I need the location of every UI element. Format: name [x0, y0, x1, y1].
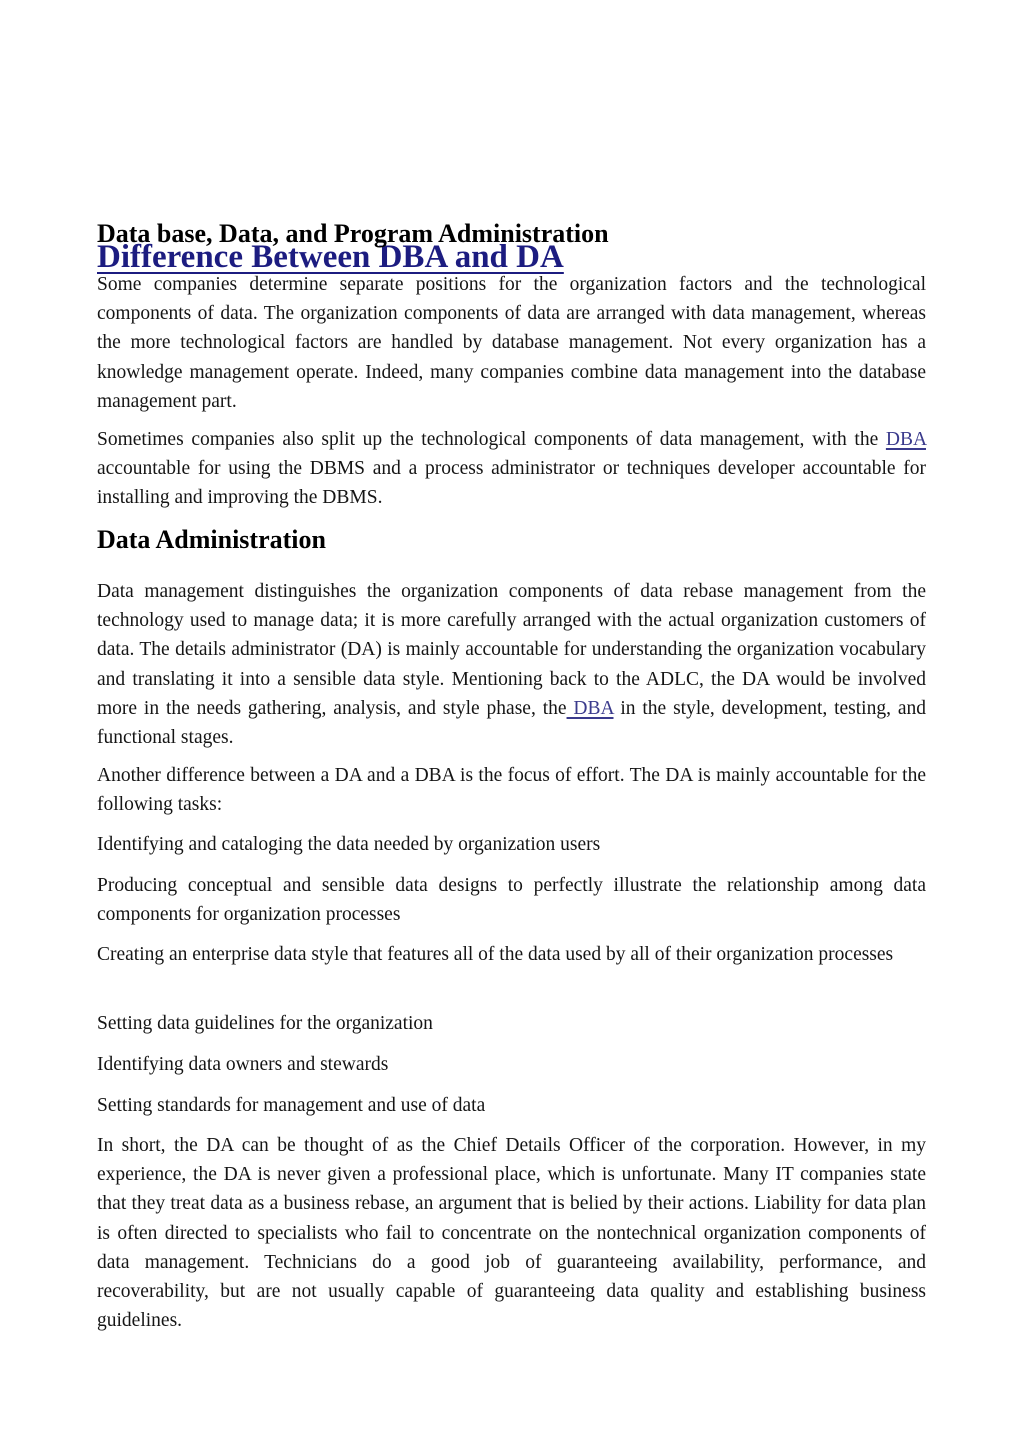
section-heading-data-base-data-and-program-administration: Data base, Data, and Program Administration: [97, 219, 609, 248]
section-heading-data-administration: Data Administration: [97, 525, 326, 554]
task-item-5-block: [97, 1050, 926, 1079]
paragraph-2-block: [97, 425, 926, 513]
paragraph-2-text-before-link: Sometimes companies also split up the technological components of data management, with the: [97, 429, 886, 450]
paragraph-3-text-after-link: in the style, development, testing, and functional stages.: [97, 697, 926, 749]
paragraph-another-difference-focus-of-effort: Another difference between a DA and a DBA is the focus of effort. The DA is mainly accountable for the following tasks:: [97, 765, 926, 816]
task-item-creating-enterprise-data-style: Creating an enterprise data style that features all of the data used by all of their organization processes: [97, 944, 894, 965]
page-title: Difference Between DBA and DA: [97, 239, 564, 275]
paragraph-4-block: [97, 761, 926, 819]
section-heading-2-block: [97, 524, 926, 556]
task-item-2-block: [97, 871, 926, 929]
paragraph-split-technological-components: [97, 425, 926, 513]
paragraph-intro-separate-positions: Some companies determine separate positions for the organization factors and the technological components of data. The organization components of data are arranged with data management, whereas the more technological factors are handled by database management. Not every organization has a knowledge management operate. Indeed, many companies combine data management into the database management part.: [97, 274, 926, 412]
task-item-6-block: [97, 1091, 926, 1120]
task-item-setting-data-guidelines: Setting data guidelines for the organization: [97, 1013, 433, 1034]
task-item-producing-conceptual-sensible-data-designs: Producing conceptual and sensible data designs to perfectly illustrate the relationship among data components for organization processes: [97, 875, 926, 926]
task-item-identifying-data-owners-stewards: Identifying data owners and stewards: [97, 1054, 389, 1075]
paragraph-11-block: [97, 1131, 926, 1335]
paragraph-3-text-before-link: Data management distinguishes the organization components of data rebase management from the technology used to manage data; it is more carefully arranged with the actual organization customers of data. The details administrator (DA) is mainly accountable for understanding the organization vocabulary and translating it into a sensible data style. Mentioning back to the ADLC, the DA would be involved more in the needs gathering, analysis, and style phase, the: [97, 581, 926, 719]
task-item-3-block: [97, 940, 926, 969]
dba-link-1[interactable]: DBA: [885, 429, 926, 450]
task-item-identifying-cataloging-data: Identifying and cataloging the data needed by organization users: [97, 834, 601, 855]
task-item-1-block: [97, 830, 926, 859]
task-item-setting-standards-management-use: Setting standards for management and use of data: [97, 1095, 486, 1116]
section-heading-1-block: [97, 218, 926, 250]
task-item-4-block: [97, 1009, 926, 1038]
paragraph-in-short-chief-details-officer: In short, the DA can be thought of as the Chief Details Officer of the corporation. However, in my experience, the DA is never given a professional place, which is unfortunate. Many IT companies state that they treat data as a business rebase, an argument that is belied by their actions. Liability for data plan is often directed to specialists who fail to concentrate on the nontechnical organization components of data management. Technicians do a good job of guaranteeing availability, performance, and recoverability, but are not usually capable of guaranteeing data quality and establishing business guidelines.: [97, 1135, 926, 1332]
paragraph-2-text-after-link: accountable for using the DBMS and a process administrator or techniques developer accountable for installing and improving the DBMS.: [97, 458, 926, 509]
paragraph-data-management-distinguishes: [97, 577, 926, 752]
paragraph-3-block: [97, 577, 926, 752]
paragraph-1-block: [97, 270, 926, 416]
dba-link-2[interactable]: DBA: [566, 697, 614, 719]
